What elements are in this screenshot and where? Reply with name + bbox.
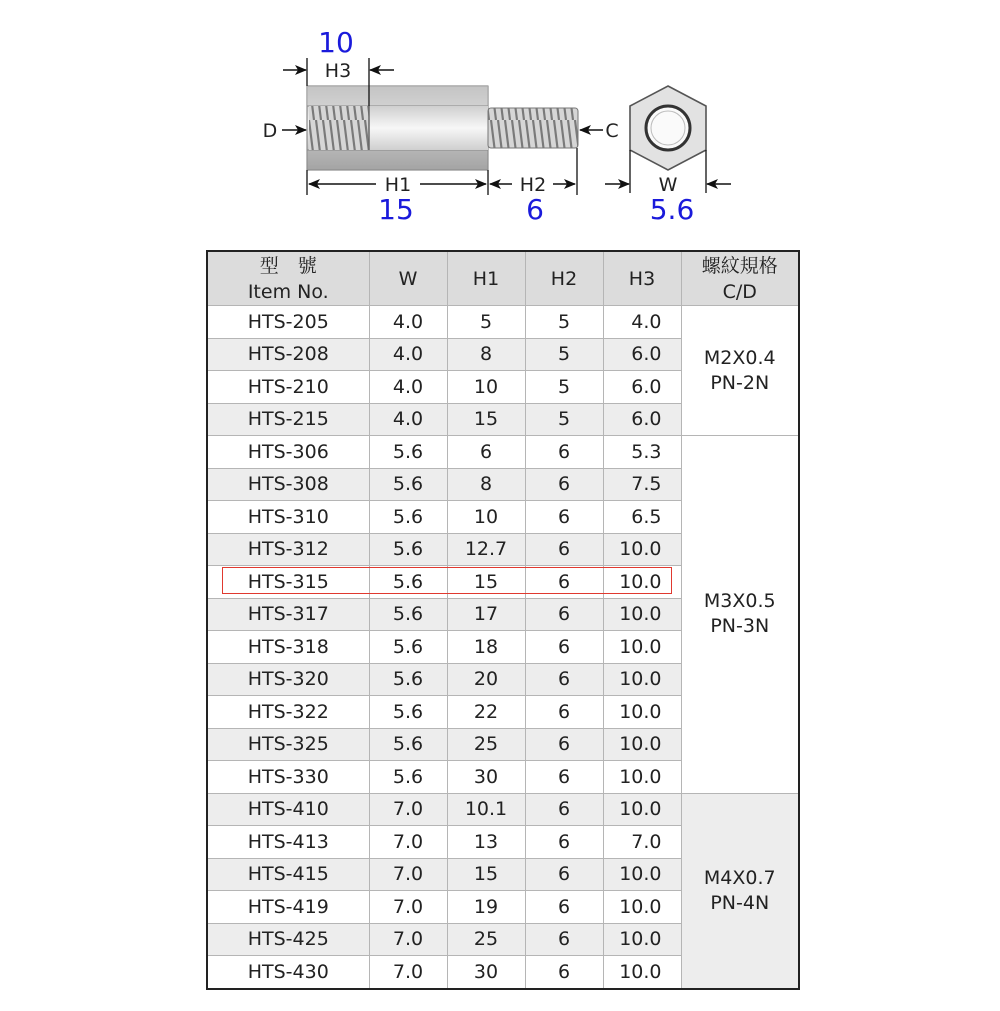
cell-h2: 6: [525, 728, 603, 761]
cell-item: HTS-208: [207, 338, 369, 371]
cell-w: 7.0: [369, 923, 447, 956]
cell-h3: 10.0: [603, 956, 681, 989]
cell-item: HTS-320: [207, 663, 369, 696]
header-w: W: [369, 251, 447, 306]
hex-end-view: [630, 86, 706, 170]
cell-h3: 10.0: [603, 728, 681, 761]
cell-h3: 10.0: [603, 761, 681, 794]
cell-h1: 5: [447, 306, 525, 339]
cell-h1: 22: [447, 696, 525, 729]
cell-item: HTS-306: [207, 436, 369, 469]
cell-h2: 6: [525, 793, 603, 826]
d-label: D: [262, 120, 278, 142]
cell-h3: 10.0: [603, 891, 681, 924]
thread-part-number: PN-3N: [710, 615, 770, 638]
cell-w: 5.6: [369, 598, 447, 631]
cell-h3: 10.0: [603, 858, 681, 891]
cell-thread-spec: [681, 306, 799, 436]
cell-thread-spec: [681, 436, 799, 794]
standoff-body: [307, 86, 488, 170]
cell-h3: 10.0: [603, 793, 681, 826]
cell-thread-spec: [681, 793, 799, 989]
cell-h1: 15: [447, 858, 525, 891]
cell-h1: 25: [447, 923, 525, 956]
c-label: C: [605, 120, 619, 142]
cell-h3: 10.0: [603, 533, 681, 566]
cell-item: HTS-210: [207, 371, 369, 404]
cell-item: HTS-318: [207, 631, 369, 664]
thread-size: M2X0.4: [703, 346, 776, 369]
cell-h3: 7.5: [603, 468, 681, 501]
cell-h3: 10.0: [603, 631, 681, 664]
cell-h2: 5: [525, 338, 603, 371]
thread-part-number: PN-4N: [710, 891, 770, 914]
cell-h3: 6.0: [603, 371, 681, 404]
thread-size: M4X0.7: [703, 866, 776, 889]
cell-h1: 12.7: [447, 533, 525, 566]
cell-h1: 8: [447, 468, 525, 501]
standoff-dimension-diagram: [0, 0, 1000, 245]
header-item-no: [207, 251, 369, 306]
header-thread-spec-en: C/D: [722, 280, 757, 303]
cell-h2: 6: [525, 923, 603, 956]
h1-label: H1: [384, 174, 412, 196]
header-item-no-zh: 型 號: [259, 254, 317, 277]
cell-w: 5.6: [369, 501, 447, 534]
header-h2: H2: [525, 251, 603, 306]
h1-value: 15: [378, 193, 414, 226]
cell-w: 4.0: [369, 403, 447, 436]
cell-item: HTS-325: [207, 728, 369, 761]
cell-item: HTS-330: [207, 761, 369, 794]
spec-table: [206, 250, 800, 990]
table-row: [207, 306, 799, 339]
cell-item: HTS-312: [207, 533, 369, 566]
cell-item: HTS-430: [207, 956, 369, 989]
cell-h2: 6: [525, 533, 603, 566]
cell-h3: 10.0: [603, 696, 681, 729]
cell-item: HTS-425: [207, 923, 369, 956]
cell-h3: 10.0: [603, 663, 681, 696]
cell-w: 5.6: [369, 728, 447, 761]
c-dimension: [580, 120, 619, 142]
cell-h2: 6: [525, 858, 603, 891]
cell-w: 7.0: [369, 826, 447, 859]
cell-w: 7.0: [369, 891, 447, 924]
cell-h1: 10: [447, 371, 525, 404]
cell-w: 4.0: [369, 371, 447, 404]
header-thread-spec: [681, 251, 799, 306]
cell-h2: 6: [525, 566, 603, 599]
cell-h1: 30: [447, 956, 525, 989]
cell-h2: 6: [525, 826, 603, 859]
cell-h2: 6: [525, 436, 603, 469]
cell-h3: 10.0: [603, 923, 681, 956]
cell-item: HTS-419: [207, 891, 369, 924]
cell-w: 5.6: [369, 468, 447, 501]
cell-h2: 5: [525, 403, 603, 436]
cell-w: 5.6: [369, 566, 447, 599]
cell-w: 4.0: [369, 306, 447, 339]
header-h1: H1: [447, 251, 525, 306]
h2-value: 6: [526, 193, 544, 226]
cell-h1: 10.1: [447, 793, 525, 826]
cell-h1: 30: [447, 761, 525, 794]
cell-h2: 6: [525, 501, 603, 534]
cell-item: HTS-410: [207, 793, 369, 826]
cell-h1: 13: [447, 826, 525, 859]
cell-item: HTS-308: [207, 468, 369, 501]
cell-w: 7.0: [369, 956, 447, 989]
cell-h1: 17: [447, 598, 525, 631]
cell-w: 4.0: [369, 338, 447, 371]
cell-h3: 10.0: [603, 598, 681, 631]
cell-h1: 15: [447, 566, 525, 599]
cell-h3: 10.0: [603, 566, 681, 599]
male-thread: [488, 108, 578, 148]
header-thread-spec-zh: 螺紋規格: [701, 254, 778, 277]
cell-h1: 25: [447, 728, 525, 761]
cell-h2: 6: [525, 468, 603, 501]
cell-h3: 5.3: [603, 436, 681, 469]
cell-item: HTS-415: [207, 858, 369, 891]
cell-h3: 6.5: [603, 501, 681, 534]
cell-h2: 6: [525, 631, 603, 664]
w-label: W: [658, 174, 678, 196]
cell-h1: 19: [447, 891, 525, 924]
cell-h2: 5: [525, 371, 603, 404]
cell-h2: 6: [525, 598, 603, 631]
cell-w: 7.0: [369, 793, 447, 826]
table-row: [207, 793, 799, 826]
cell-h1: 20: [447, 663, 525, 696]
cell-w: 5.6: [369, 631, 447, 664]
h3-label: H3: [324, 60, 352, 82]
thread-size: M3X0.5: [703, 590, 776, 613]
cell-h1: 15: [447, 403, 525, 436]
cell-h3: 4.0: [603, 306, 681, 339]
cell-w: 5.6: [369, 696, 447, 729]
h2-label: H2: [519, 174, 547, 196]
cell-item: HTS-322: [207, 696, 369, 729]
cell-h2: 6: [525, 696, 603, 729]
cell-h1: 6: [447, 436, 525, 469]
cell-item: HTS-205: [207, 306, 369, 339]
cell-h1: 10: [447, 501, 525, 534]
h3-value: 10: [318, 26, 354, 59]
header-item-no-en: Item No.: [247, 280, 329, 303]
cell-h2: 6: [525, 956, 603, 989]
cell-h2: 6: [525, 663, 603, 696]
d-dimension: [263, 120, 306, 142]
cell-h1: 18: [447, 631, 525, 664]
cell-w: 5.6: [369, 761, 447, 794]
cell-h3: 6.0: [603, 403, 681, 436]
w-value: 5.6: [649, 193, 695, 226]
cell-w: 7.0: [369, 858, 447, 891]
cell-w: 5.6: [369, 436, 447, 469]
cell-h1: 8: [447, 338, 525, 371]
thread-part-number: PN-2N: [710, 371, 770, 394]
cell-item: HTS-317: [207, 598, 369, 631]
cell-h2: 6: [525, 891, 603, 924]
cell-item: HTS-310: [207, 501, 369, 534]
cell-w: 5.6: [369, 663, 447, 696]
table-header-row: [207, 251, 799, 306]
header-h3: H3: [603, 251, 681, 306]
cell-item: HTS-315: [207, 566, 369, 599]
cell-item: HTS-413: [207, 826, 369, 859]
table-row: [207, 436, 799, 469]
cell-h3: 6.0: [603, 338, 681, 371]
cell-w: 5.6: [369, 533, 447, 566]
cell-h3: 7.0: [603, 826, 681, 859]
cell-h2: 6: [525, 761, 603, 794]
cell-h2: 5: [525, 306, 603, 339]
cell-item: HTS-215: [207, 403, 369, 436]
